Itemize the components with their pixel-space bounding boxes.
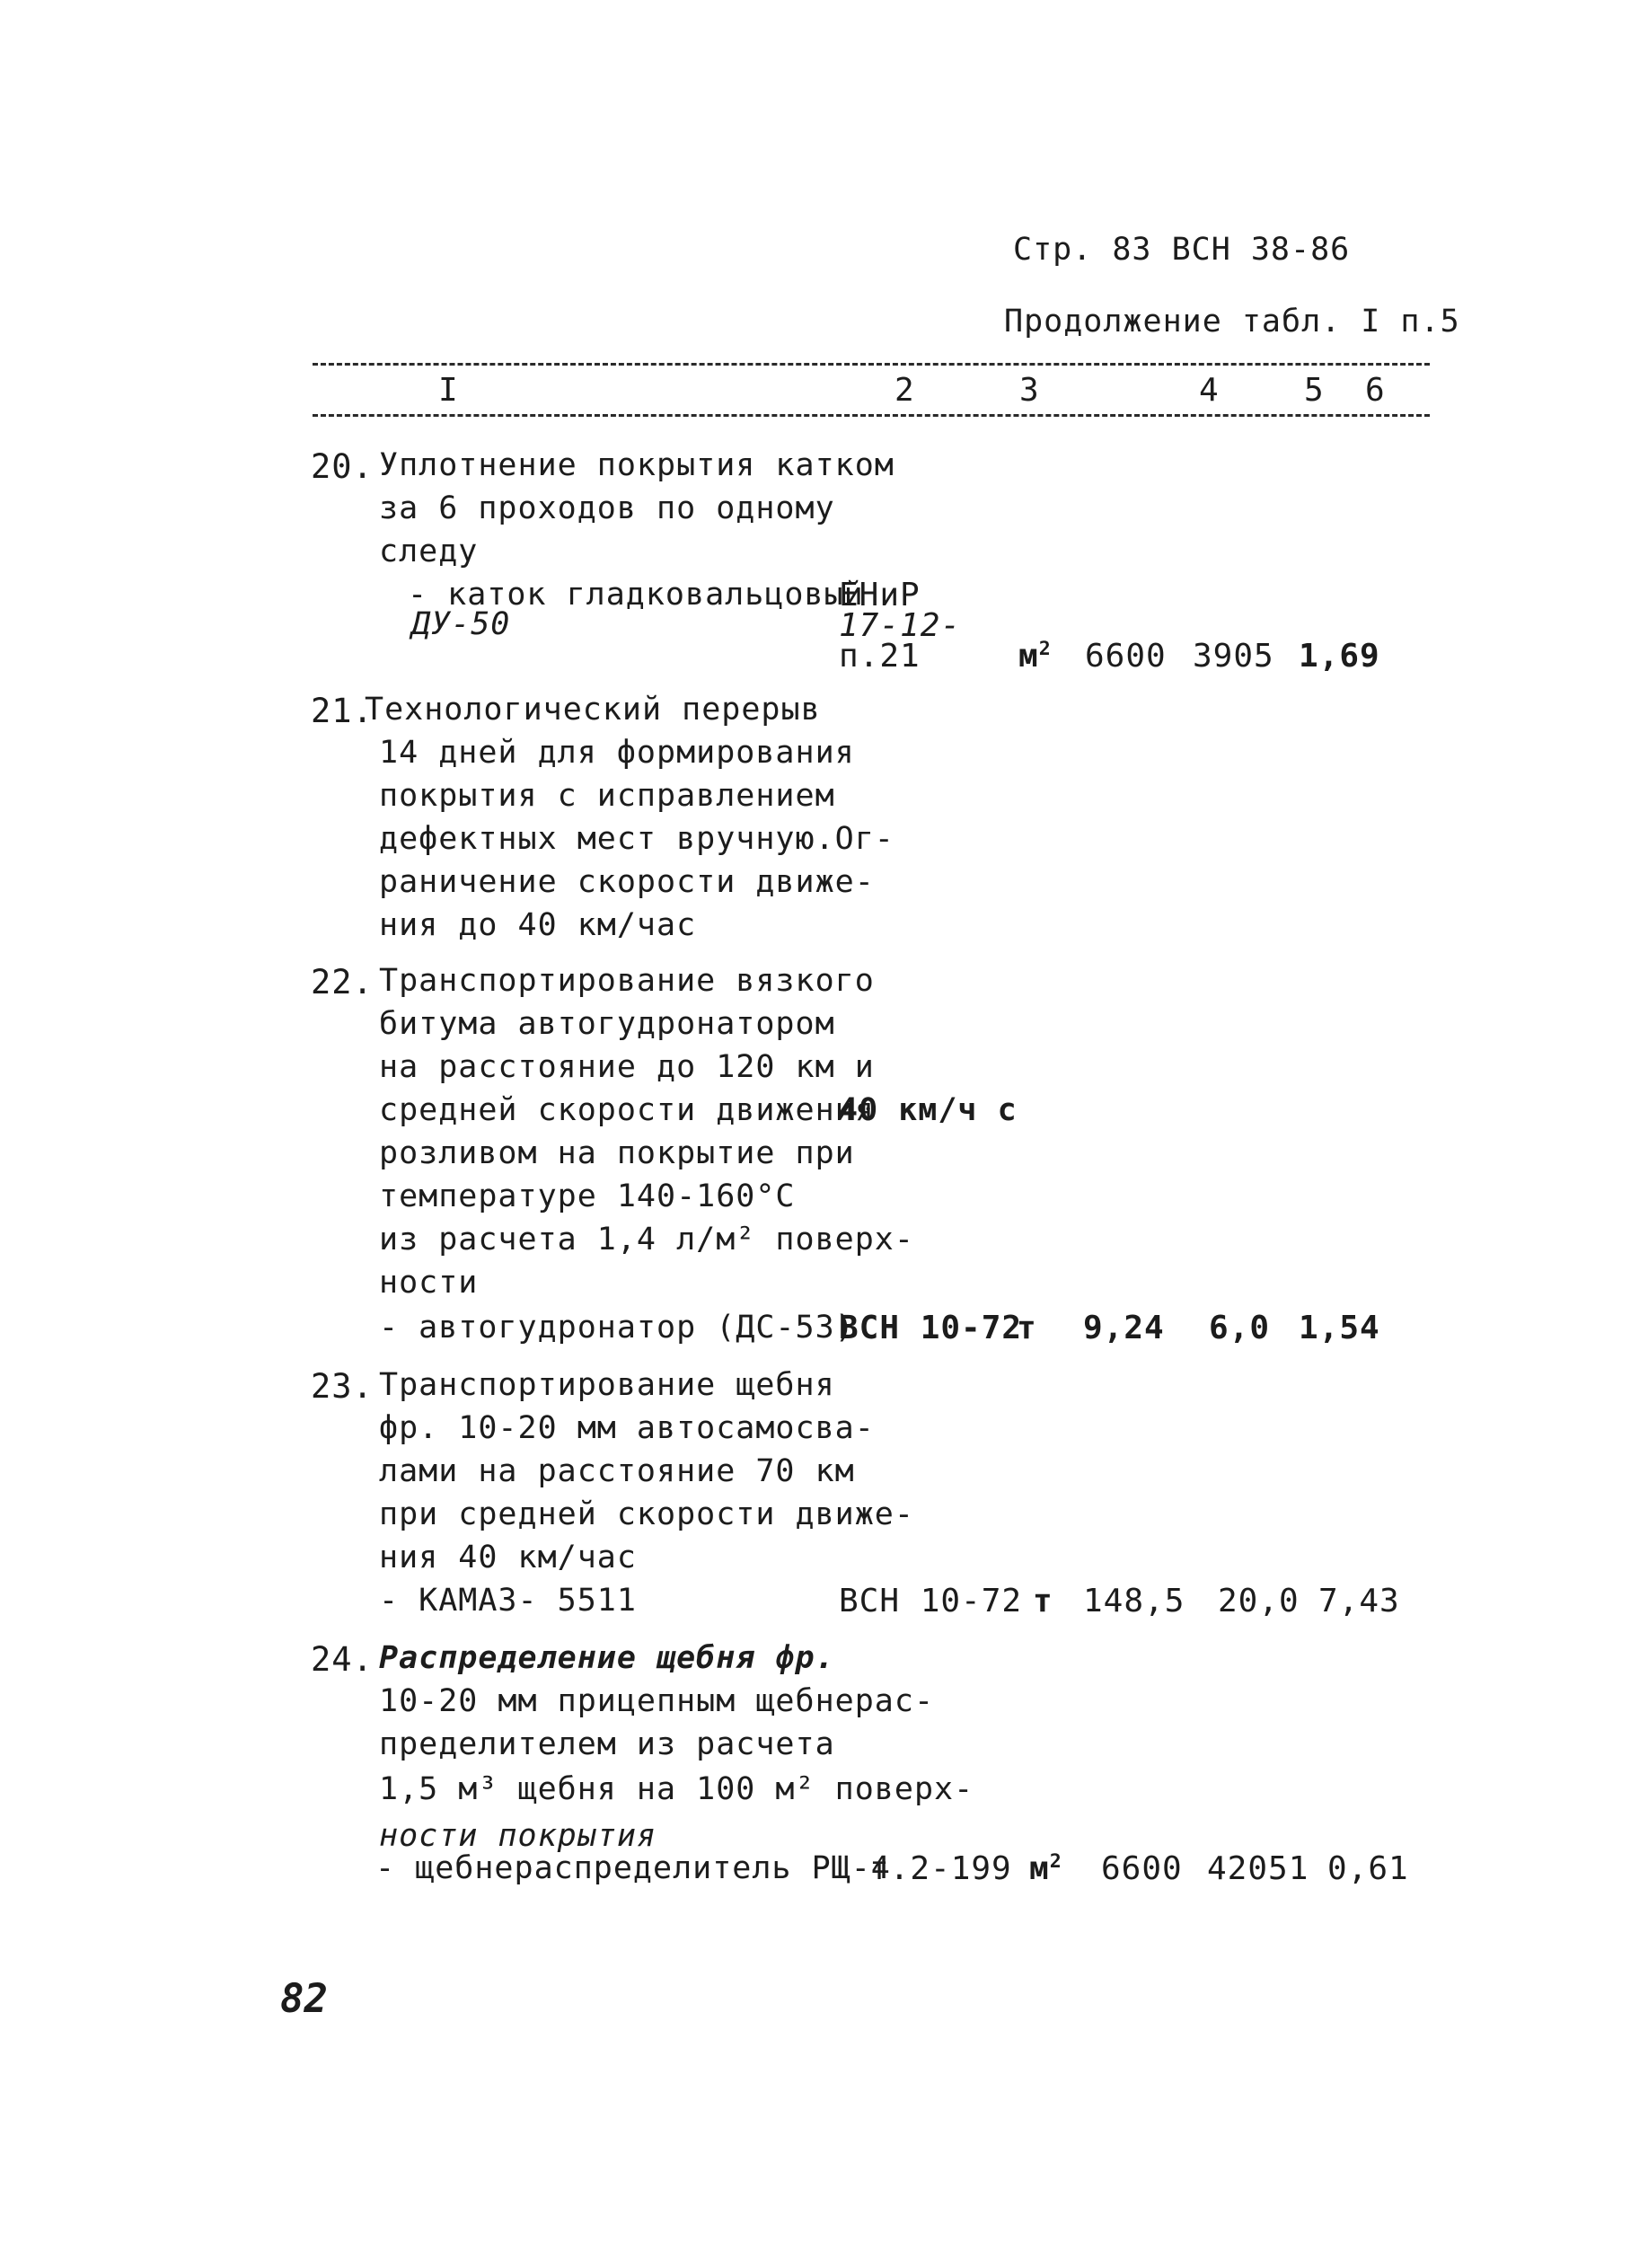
quantity-cell: 148,5 [1083, 1583, 1185, 1619]
unit-superscript: 2 [1038, 638, 1052, 660]
norm-cell: п.21 [839, 638, 921, 675]
column-header-1: I [438, 372, 458, 409]
item-text-line: дефектных мест вручную.Ог- [379, 821, 895, 857]
item-text-line: следу [379, 534, 479, 569]
page-reference: Стр. 83 ВСН 38-86 [1013, 232, 1351, 268]
table-header-rule [313, 414, 1430, 417]
unit-cell [1029, 1850, 1062, 1887]
item-text-line: - КАМАЗ- 5511 [379, 1583, 637, 1619]
item-text-line: покрытия с исправлением [379, 778, 835, 814]
item-text-line: Распределение щебня фр. [379, 1640, 835, 1676]
item-text-line: - автогудронатор (ДС-53) [379, 1310, 855, 1346]
item-text-line: 10-20 мм прицепным щебнерас- [379, 1683, 935, 1719]
item-text-line: фр. 10-20 мм автосамосва- [379, 1410, 875, 1446]
item-text-line: пределителем из расчета [379, 1726, 835, 1762]
norm-cell: ЕНиР [839, 577, 921, 613]
item-text-line: лами на расстояние 70 км [379, 1453, 855, 1489]
page-number: 82 [280, 1976, 328, 2022]
table-top-rule [313, 363, 1430, 366]
item-text-line: розливом на покрытие при [379, 1135, 855, 1171]
quantity-cell: 6600 [1085, 638, 1167, 675]
item-text-line: ДУ-50 [411, 606, 511, 642]
item-text-line: при средней скорости движе- [379, 1496, 914, 1532]
item-text-line: Уплотнение покрытия катком [379, 447, 895, 483]
column-5-cell: 6,0 [1209, 1310, 1271, 1346]
item-number: 20. [311, 447, 374, 486]
item-text-line: температуре 140-160°С [379, 1178, 796, 1214]
column-header-4: 4 [1199, 372, 1219, 409]
item-text-line: за 6 проходов по одному [379, 490, 835, 526]
item-text-line: раничение скорости движе- [379, 864, 875, 900]
item-text-line: Транспортирование вязкого [379, 963, 875, 999]
norm-cell: 17-12- [839, 607, 962, 644]
item-text-line: ности [379, 1265, 479, 1301]
column-header-5: 5 [1304, 372, 1324, 409]
column-6-cell: 1,54 [1299, 1310, 1380, 1346]
item-text-line: Транспортирование щебня [379, 1367, 835, 1403]
item-text-line: Технологический перерыв [365, 692, 821, 728]
unit-text: м [1029, 1850, 1050, 1887]
column-5-cell: 3905 [1193, 638, 1274, 675]
unit-cell [1018, 638, 1052, 675]
column-5-cell: 42051 [1207, 1850, 1309, 1887]
unit-superscript: 2 [1049, 1850, 1062, 1873]
speed-tail: 40 км/ч с [839, 1092, 1018, 1128]
item-text-line: на расстояние до 120 км и [379, 1049, 875, 1085]
item-text-line: средней скорости движения [379, 1092, 875, 1128]
item-number: 23. [311, 1367, 374, 1406]
item-number: 22. [311, 963, 374, 1002]
item-text-line: ности покрытия [379, 1818, 657, 1854]
item-number: 24. [311, 1640, 374, 1679]
norm-cell: т.2-199 [869, 1850, 1012, 1887]
column-6-cell: 0,61 [1327, 1850, 1409, 1887]
norm-cell: ВСН 10-72 [839, 1310, 1023, 1346]
item-text-line: 1,5 м³ щебня на 100 м² поверх- [379, 1771, 974, 1807]
column-header-6: 6 [1365, 372, 1385, 409]
quantity-cell: 6600 [1101, 1850, 1183, 1887]
column-header-2: 2 [895, 372, 914, 409]
table-continuation-label: Продолжение табл. I п.5 [1004, 304, 1460, 340]
column-6-cell: 1,69 [1299, 638, 1380, 675]
column-header-3: 3 [1019, 372, 1039, 409]
unit-cell: т [1033, 1583, 1053, 1619]
unit-text: м [1018, 638, 1039, 675]
item-text-line: битума автогудронатором [379, 1006, 835, 1042]
item-text-line: - щебнераспределитель РЩ-4 [375, 1850, 891, 1886]
item-text-line: ния до 40 км/час [379, 907, 697, 943]
column-6-cell: 7,43 [1318, 1583, 1400, 1619]
item-text-line: из расчета 1,4 л/м² поверх- [379, 1222, 914, 1258]
column-5-cell: 20,0 [1218, 1583, 1300, 1619]
item-text-line: ния 40 км/час [379, 1540, 637, 1575]
quantity-cell: 9,24 [1083, 1310, 1165, 1346]
unit-cell: т [1017, 1310, 1037, 1346]
norm-cell: ВСН 10-72 [839, 1583, 1023, 1619]
item-text-line: 14 дней для формирования [379, 735, 855, 771]
item-number: 21. [311, 692, 374, 730]
item-text-line: - каток гладковальцовый [408, 577, 864, 613]
